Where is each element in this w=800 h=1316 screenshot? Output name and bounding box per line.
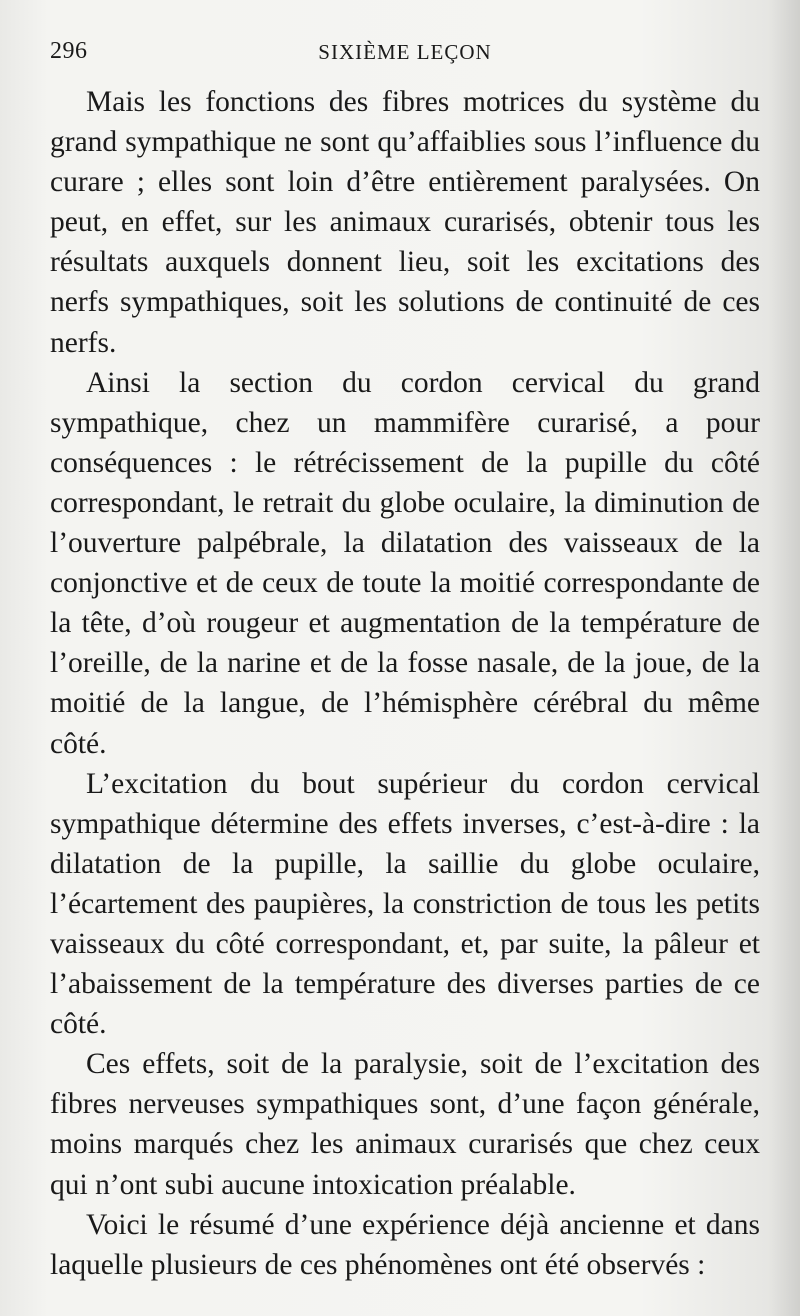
paragraph: L’excitation du bout supérieur du cordon cervical sympathique détermine des effets inverses, c’est-à-dire : la dilatation de la pupille, la saillie du globe oculaire, l’écartement des paupières, la constriction de tous les petits vaisseaux du côté correspondant, et, par suite, la pâleur et l’abaissement de la température des diverses parties de ce côté. [50, 767, 760, 1041]
page-number: 296 [50, 38, 88, 64]
paragraph: Ainsi la section du cordon cervical du grand sympathique, chez un mammifère curarisé, a pour conséquences : le rétrécissement de la pupille du côté correspondant, le retrait du globe oculaire, la diminution de l’ouverture palpébrale, la dilatation des vaisseaux de la conjonctive et de ceux de toute la moitié correspondante de la tête, d’où rougeur et augmentation de la température de l’oreille, de la narine et de la fosse nasale, de la joue, de la moitié de la langue, de l’hémisphère cérébral du même côté. [50, 366, 760, 760]
body-text [50, 82, 760, 1285]
paragraph: Ces effets, soit de la paralysie, soit de l’excitation des fibres nerveuses sympathiques sont, d’une façon générale, moins marqués chez les animaux curarisés que chez ceux qui n’ont subi aucune intoxication préalable. [50, 1048, 760, 1201]
paragraph: Mais les fonctions des fibres motrices du système du grand sympathique ne sont qu’affaiblies sous l’influence du curare ; elles sont loin d’être entièrement paralysées. On peut, en effet, sur les animaux curarisés, obtenir tous les résultats auxquels donnent lieu, soit les excitations des nerfs sympathiques, soit les solutions de continuité de ces nerfs. [50, 86, 760, 359]
paragraph: Voici le résumé d’une expérience déjà ancienne et dans laquelle plusieurs de ces phénomènes ont été observés : [50, 1208, 760, 1281]
page-header [50, 38, 760, 68]
running-head: SIXIÈME LEÇON [318, 40, 492, 64]
